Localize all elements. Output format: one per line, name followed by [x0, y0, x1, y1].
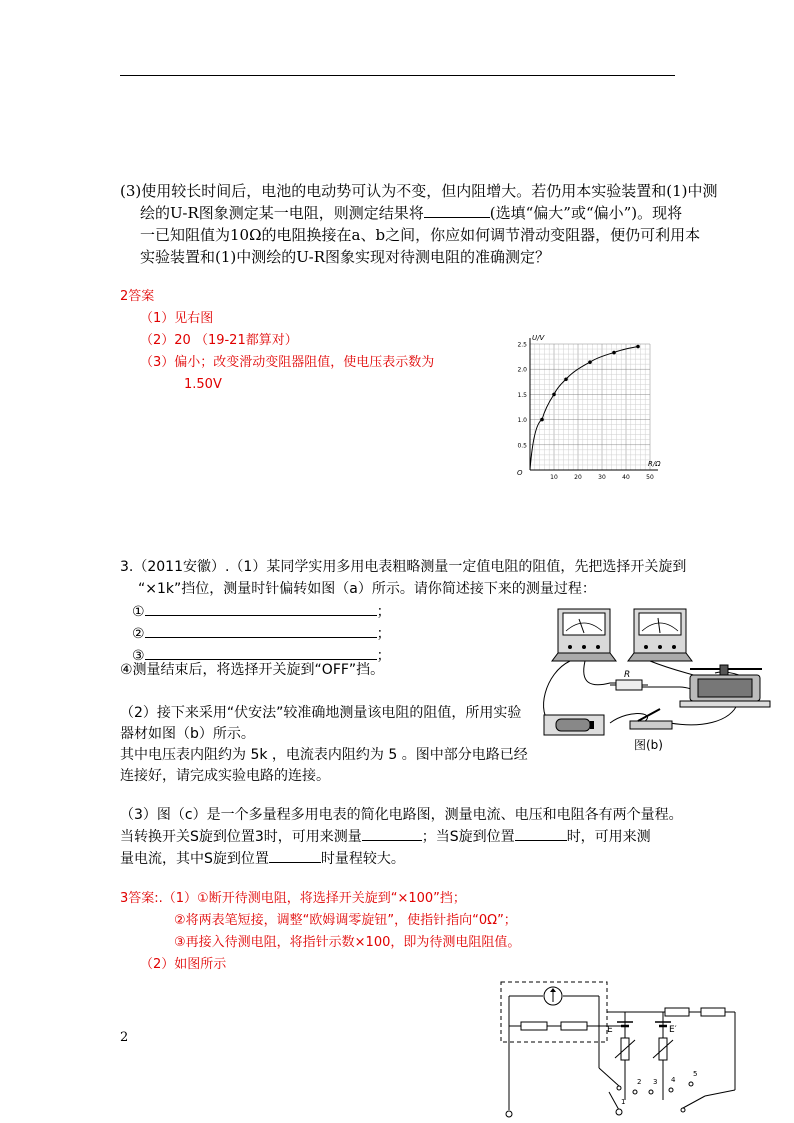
position-4: 4 — [671, 1076, 676, 1084]
y-tick-label: 0.5 — [517, 442, 527, 450]
step2-blank — [145, 623, 377, 638]
chart-x-ticks — [550, 474, 654, 481]
q3-p2-line3: 其中电压表内阻约为 5k ，电流表内阻约为 5 。图中部分电路已经 — [120, 747, 528, 763]
wire — [609, 1092, 619, 1110]
x-tick-label: 10 — [550, 474, 558, 481]
resistor — [521, 1022, 547, 1030]
q3-p3-line3 — [120, 848, 405, 870]
answer3-line4: （2）如图所示 — [140, 957, 227, 972]
x-tick-label: 40 — [622, 474, 630, 481]
switch-arm — [683, 1096, 705, 1108]
switch-pivot — [681, 1108, 685, 1112]
y-tick-label: 2.0 — [517, 366, 527, 374]
q3-part3-line1: (3)使用较长时间后，电池的电动势可认为不变，但内阻增大。若仍用本实验装置和(1)中测 — [120, 182, 718, 200]
position-3: 3 — [653, 1078, 658, 1086]
q3-p3-line2 — [120, 826, 651, 848]
y-tick-label: 1.5 — [517, 391, 527, 399]
q3-p3-line3a: 量电流，其中S旋到位置 — [120, 851, 269, 867]
step1-blank — [145, 601, 377, 616]
position-2: 2 — [637, 1078, 642, 1086]
header-rule — [120, 75, 675, 76]
q3-step2 — [132, 623, 391, 645]
data-point — [612, 351, 616, 355]
resistor — [701, 1008, 725, 1016]
step2-semicolon: ； — [376, 626, 391, 642]
q3-p2-line4: 连接好，请完成实验电路的连接。 — [120, 768, 330, 784]
answer2-item3b: 1.50V — [184, 377, 222, 392]
battery-e-label: E — [607, 1025, 613, 1035]
answer2-item1: （1）见右图 — [140, 311, 214, 326]
chart-ylabel: U/V — [532, 334, 545, 342]
q3-p3-line2b: ；当S旋到位置 — [421, 829, 515, 845]
data-point — [540, 418, 544, 422]
switch-contact — [669, 1088, 673, 1092]
answer2-heading: 2答案 — [120, 289, 155, 304]
answer3-line3: ③再接入待测电阻，将指针示数×100，即为待测电阻阻值。 — [174, 935, 521, 950]
q3-p3-line2c: 时，可用来测 — [566, 829, 651, 845]
q3-part3-line2b: (选填“偏大”或“偏小”)。现将 — [489, 204, 683, 222]
page-number: 2 — [120, 1030, 129, 1045]
answer-blank — [424, 203, 490, 218]
battery-e2-label: E′ — [669, 1025, 677, 1035]
chart-points — [540, 345, 640, 422]
data-point — [636, 345, 640, 349]
q3-p3-line1: （3）图（c）是一个多量程多用电表的简化电路图，测量电流、电压和电阻各有两个量程。 — [120, 807, 683, 823]
switch-contact — [633, 1090, 637, 1094]
ammeter — [628, 609, 692, 661]
x-tick-label: 20 — [574, 474, 582, 481]
chart-origin: O — [517, 469, 523, 477]
q3-p3-line3b: 时量程较大。 — [320, 851, 405, 867]
position-5: 5 — [693, 1070, 698, 1078]
probe-terminal — [616, 1109, 622, 1115]
chart-xlabel: R/Ω — [648, 460, 661, 468]
blank-measure — [362, 826, 422, 841]
probe-terminal — [506, 1111, 512, 1117]
position-1: 1 — [621, 1098, 626, 1106]
step3-blank — [145, 645, 377, 660]
q3-p3-line2a: 当转换开关S旋到位置3时，可用来测量 — [120, 829, 362, 845]
q3-part3-line3: 一已知阻值为10Ω的电阻换接在a、b之间，你应如何调节滑动变阻器，便仍可利用本 — [140, 226, 701, 244]
q3-part3-line2 — [140, 202, 682, 224]
figure-b-apparatus — [530, 603, 775, 755]
y-tick-label: 2.5 — [517, 341, 527, 349]
q3-part3-line2a: 绘的U-R图象测定某一电阻，则测定结果将 — [140, 204, 424, 222]
q3-p2-line1: （2）接下来采用“伏安法”较准确地测量该电阻的阻值，所用实验 — [120, 705, 522, 721]
battery — [544, 715, 604, 735]
switch — [630, 709, 672, 729]
resistor — [561, 1022, 587, 1030]
switch-contact — [617, 1086, 621, 1090]
multimeter-circuit — [495, 980, 755, 1120]
q3-step1 — [132, 601, 391, 623]
rheostat — [680, 665, 770, 707]
wire — [705, 1090, 735, 1096]
resistor — [665, 1008, 689, 1016]
step3-marker: ③ — [132, 648, 145, 664]
u-r-chart — [510, 330, 670, 485]
x-tick-label: 30 — [598, 474, 606, 481]
switch-contact — [649, 1090, 653, 1094]
voltmeter — [552, 609, 616, 661]
q3-line1: 3.（2011安徽）.（1）某同学实用多用电表粗略测量一定值电阻的阻值，先把选择开关旋到 — [120, 559, 687, 575]
y-tick-label: 1.0 — [517, 417, 527, 425]
resistor-r — [610, 670, 648, 690]
data-point — [552, 393, 556, 397]
chart-y-ticks — [517, 342, 527, 450]
switch-contact — [689, 1082, 693, 1086]
q3-line2: “×1k”挡位，测量时针偏转如图（a）所示。请你简述接下来的测量过程： — [138, 581, 596, 597]
answer2-item2: （2）20 （19-21都算对） — [140, 333, 298, 348]
wire — [584, 661, 618, 685]
step2-marker: ② — [132, 626, 145, 642]
step3-semicolon: ； — [376, 648, 391, 664]
answer2-item3a: （3）偏小；改变滑动变阻器阻值，使电压表示数为 — [140, 355, 435, 370]
step1-marker: ① — [132, 604, 145, 620]
q3-step4: ④测量结束后，将选择开关旋到“OFF”挡。 — [120, 662, 385, 678]
data-point — [588, 360, 592, 364]
resistor-r-label: R — [624, 670, 631, 680]
q3-part3-line4: 实验装置和(1)中测绘的U-R图象实现对待测电阻的准确测定？ — [140, 248, 550, 266]
data-point — [564, 377, 568, 381]
answer3-line1: 3答案:.（1）①断开待测电阻，将选择开关旋到“×100”挡； — [120, 891, 466, 906]
figure-b-caption: 图(b) — [634, 738, 663, 752]
step1-semicolon: ； — [376, 604, 391, 620]
blank-position — [515, 826, 567, 841]
wire — [599, 1068, 619, 1086]
x-tick-label: 50 — [646, 474, 654, 481]
blank-range — [269, 848, 321, 863]
q3-p2-line2: 器材如图（b）所示。 — [120, 726, 255, 742]
chart-curve — [530, 347, 638, 470]
answer3-line2: ②将两表笔短接，调整“欧姆调零旋钮”，使指针指向“0Ω”； — [174, 913, 517, 928]
